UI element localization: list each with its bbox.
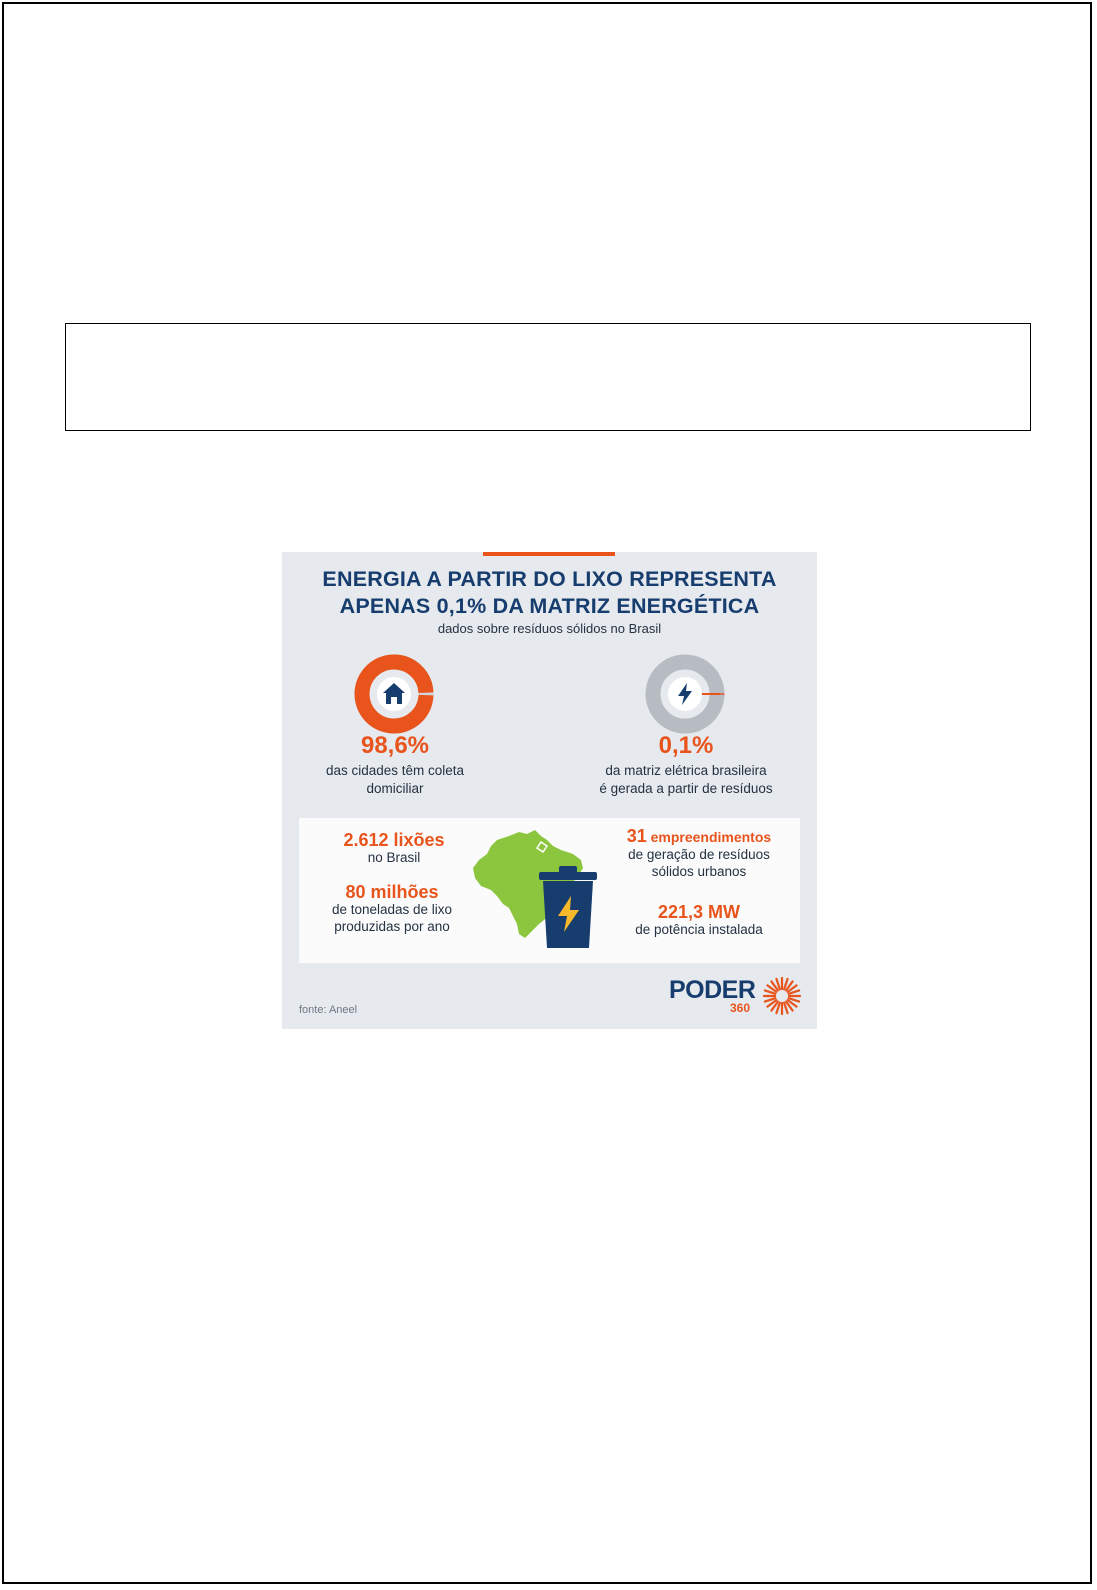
logo-number: 360: [730, 1001, 751, 1015]
logo-wordmark: PODER: [669, 976, 756, 1004]
projects-label: empreendimentos: [650, 829, 772, 845]
waste-desc-line-1: de toneladas de lixo: [331, 902, 453, 917]
subheadline: dados sobre resíduos sólidos no Brasil: [437, 621, 662, 636]
headline-line-2: APENAS 0,1% DA MATRIZ ENERGÉTICA: [339, 594, 760, 618]
poder360-logo: [669, 976, 804, 1016]
projects-value: 31: [626, 826, 647, 846]
capacity-desc: de potência instalada: [635, 922, 763, 937]
headline: [282, 566, 817, 620]
source-note: fonte: Aneel: [299, 1004, 358, 1016]
collection-donut: [352, 652, 436, 736]
collection-percent: 98,6%: [360, 732, 430, 759]
projects-desc-line-2: sólidos urbanos: [651, 864, 747, 879]
energy-percent: 0,1%: [658, 732, 714, 759]
empty-text-box: [65, 323, 1031, 431]
projects-stat: [609, 828, 789, 880]
collection-desc: [282, 762, 515, 798]
dumps-stat: [319, 832, 469, 866]
stats-panel: [299, 818, 800, 963]
trash-bin-icon: [539, 866, 597, 948]
projects-desc-line-1: de geração de resíduos: [628, 847, 770, 862]
dumps-desc: no Brasil: [367, 850, 421, 865]
dumps-value: 2.612 lixões: [343, 830, 445, 850]
lightning-icon: [668, 677, 702, 711]
infographic: [282, 552, 817, 1029]
waste-stat: [307, 884, 477, 935]
house-icon: [377, 677, 411, 711]
energy-donut: [643, 652, 727, 736]
energy-desc: [566, 762, 806, 798]
collection-desc-line-2: domiciliar: [366, 781, 424, 796]
headline-line-1: ENERGIA A PARTIR DO LIXO REPRESENTA: [322, 567, 777, 591]
capacity-stat: [609, 904, 789, 938]
waste-value: 80 milhões: [345, 882, 439, 902]
collection-desc-line-1: das cidades têm coleta: [325, 763, 465, 778]
top-accent-bar: [483, 552, 615, 556]
brazil-map-illustration: [469, 824, 614, 954]
sunburst-icon: [762, 976, 802, 1016]
capacity-value: 221,3 MW: [657, 902, 741, 922]
waste-desc-line-2: produzidas por ano: [334, 919, 450, 934]
energy-desc-line-1: da matriz elétrica brasileira: [605, 763, 767, 778]
energy-desc-line-2: é gerada a partir de resíduos: [599, 781, 773, 796]
